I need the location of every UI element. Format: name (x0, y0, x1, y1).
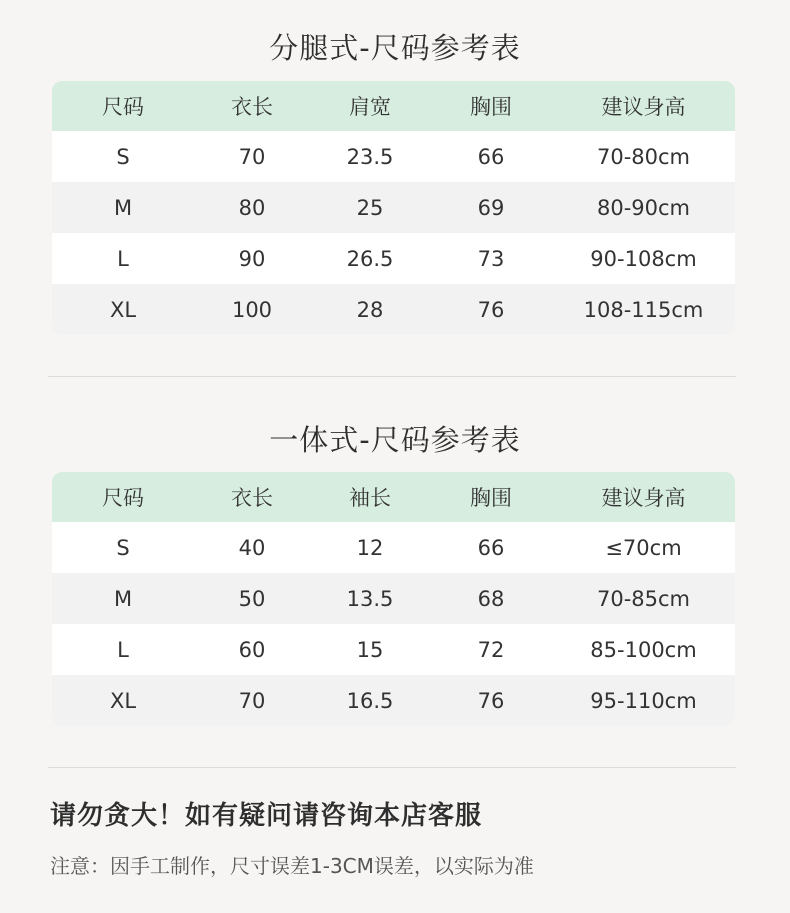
cell-shoulder: 23.5 (346, 144, 394, 169)
cell-height: 80-90cm (596, 195, 691, 220)
header-chest: 胸围 (470, 486, 512, 510)
header-shoulder: 肩宽 (349, 95, 391, 119)
cell-length: 100 (231, 297, 273, 322)
header-length: 衣长 (231, 486, 273, 510)
header-height: 建议身高 (601, 95, 686, 119)
table-row (52, 284, 735, 335)
cell-size: XL (109, 297, 137, 322)
cell-size: M (113, 195, 133, 220)
cell-height: 90-108cm (590, 246, 697, 271)
onepiece-size-table (52, 472, 735, 726)
header-length: 衣长 (231, 95, 273, 119)
cell-sleeve: 13.5 (346, 586, 394, 611)
cell-sleeve: 12 (356, 535, 384, 560)
cell-chest: 73 (477, 246, 505, 271)
cell-chest: 76 (477, 688, 505, 713)
section-divider (48, 376, 736, 377)
cell-height: 95-110cm (590, 688, 697, 713)
cell-height: 85-100cm (590, 637, 697, 662)
cell-sleeve: 16.5 (346, 688, 394, 713)
cell-shoulder: 25 (356, 195, 384, 220)
cell-chest: 66 (477, 144, 505, 169)
cell-length: 70 (238, 688, 266, 713)
cell-height: 108-115cm (583, 297, 704, 322)
header-chest: 胸围 (470, 95, 512, 119)
cell-sleeve: 15 (356, 637, 384, 662)
onepiece-table-title: 一体式-尺码参考表 (269, 423, 521, 457)
cell-shoulder: 26.5 (346, 246, 394, 271)
cell-size: L (117, 637, 129, 662)
header-height: 建议身高 (601, 486, 686, 510)
cell-chest: 72 (477, 637, 505, 662)
section-divider (48, 767, 736, 768)
cell-chest: 68 (477, 586, 505, 611)
cell-length: 80 (238, 195, 266, 220)
table-row (52, 624, 735, 675)
cell-length: 70 (238, 144, 266, 169)
header-size: 尺码 (102, 486, 144, 510)
cell-shoulder: 28 (356, 297, 384, 322)
table-row (52, 233, 735, 284)
table-header-row (52, 472, 735, 522)
cell-chest: 69 (477, 195, 505, 220)
note-text: 注意：因手工制作，尺寸误差1-3CM误差，以实际为准 (50, 854, 534, 878)
table-row (52, 131, 735, 182)
split-size-table (52, 81, 735, 335)
cell-height: 70-80cm (596, 144, 691, 169)
cell-length: 60 (238, 637, 266, 662)
cell-size: M (113, 586, 133, 611)
table-header-row (52, 81, 735, 131)
cell-size: S (116, 535, 130, 560)
header-size: 尺码 (102, 95, 144, 119)
cell-size: XL (109, 688, 137, 713)
cell-length: 90 (238, 246, 266, 271)
cell-length: 50 (238, 586, 266, 611)
cell-chest: 66 (477, 535, 505, 560)
cell-size: S (116, 144, 130, 169)
cell-height: 70-85cm (596, 586, 691, 611)
cell-height: ≤70cm (605, 535, 682, 560)
header-sleeve: 袖长 (349, 486, 391, 510)
table-row (52, 573, 735, 624)
table-row (52, 675, 735, 726)
cell-size: L (117, 246, 129, 271)
table-row (52, 182, 735, 233)
split-table-title: 分腿式-尺码参考表 (269, 31, 521, 65)
cell-length: 40 (238, 535, 266, 560)
table-row (52, 522, 735, 573)
note-heading: 请勿贪大！如有疑问请咨询本店客服 (50, 801, 483, 831)
cell-chest: 76 (477, 297, 505, 322)
